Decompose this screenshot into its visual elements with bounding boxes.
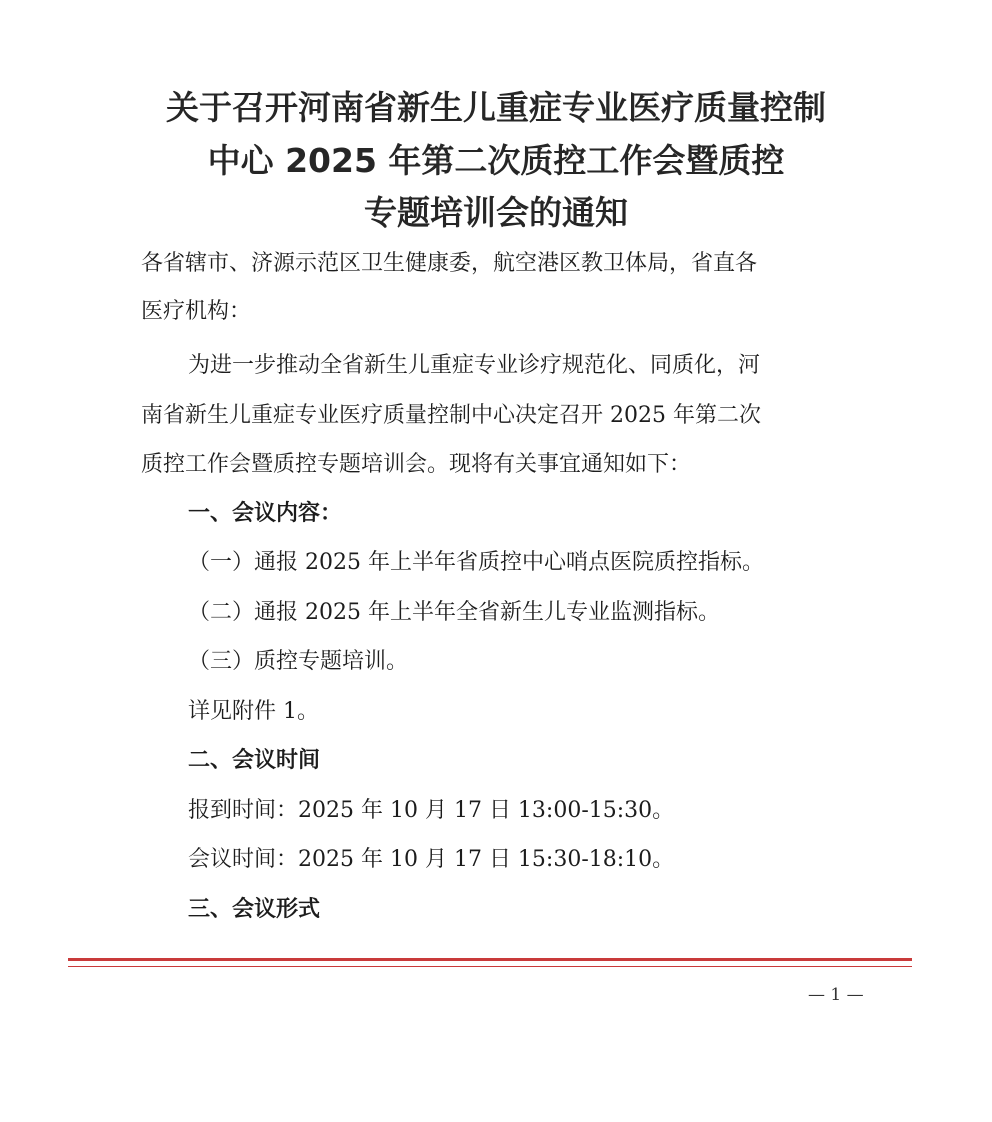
red-divider-thick [68,958,912,961]
section-2-heading: 二、会议时间 [188,748,321,773]
document-title-line-3: 专题培训会的通知 [364,193,628,232]
section-3-heading: 三、会议形式 [188,897,321,922]
document-title-line-2: 中心 2025 年第二次质控工作会暨质控 [207,141,785,180]
page-number: — 1 — [808,985,864,1005]
recipients-line-1: 各省辖市、济源示范区卫生健康委，航空港区教卫体局，省直各 [141,251,758,276]
red-divider-thin [68,966,912,967]
intro-line-3: 质控工作会暨质控专题培训会。现将有关事宜通知如下： [141,452,692,477]
meeting-time: 会议时间：2025 年 10 月 17 日 15:30-18:10。 [188,847,675,872]
section-1-item-1: （一）通报 2025 年上半年省质控中心哨点医院质控指标。 [188,550,764,575]
section-1-item-2: （二）通报 2025 年上半年全省新生儿专业监测指标。 [188,600,720,625]
section-1-heading: 一、会议内容： [188,501,343,526]
section-1-note: 详见附件 1。 [188,699,319,724]
intro-line-1: 为进一步推动全省新生儿重症专业诊疗规范化、同质化，河 [188,353,761,378]
document-title-line-1: 关于召开河南省新生儿重症专业医疗质量控制 [166,88,826,127]
intro-line-2: 南省新生儿重症专业医疗质量控制中心决定召开 2025 年第二次 [141,403,761,428]
recipients-line-2: 医疗机构： [141,299,252,324]
section-1-item-3: （三）质控专题培训。 [188,649,409,674]
checkin-time: 报到时间：2025 年 10 月 17 日 13:00-15:30。 [188,798,675,823]
